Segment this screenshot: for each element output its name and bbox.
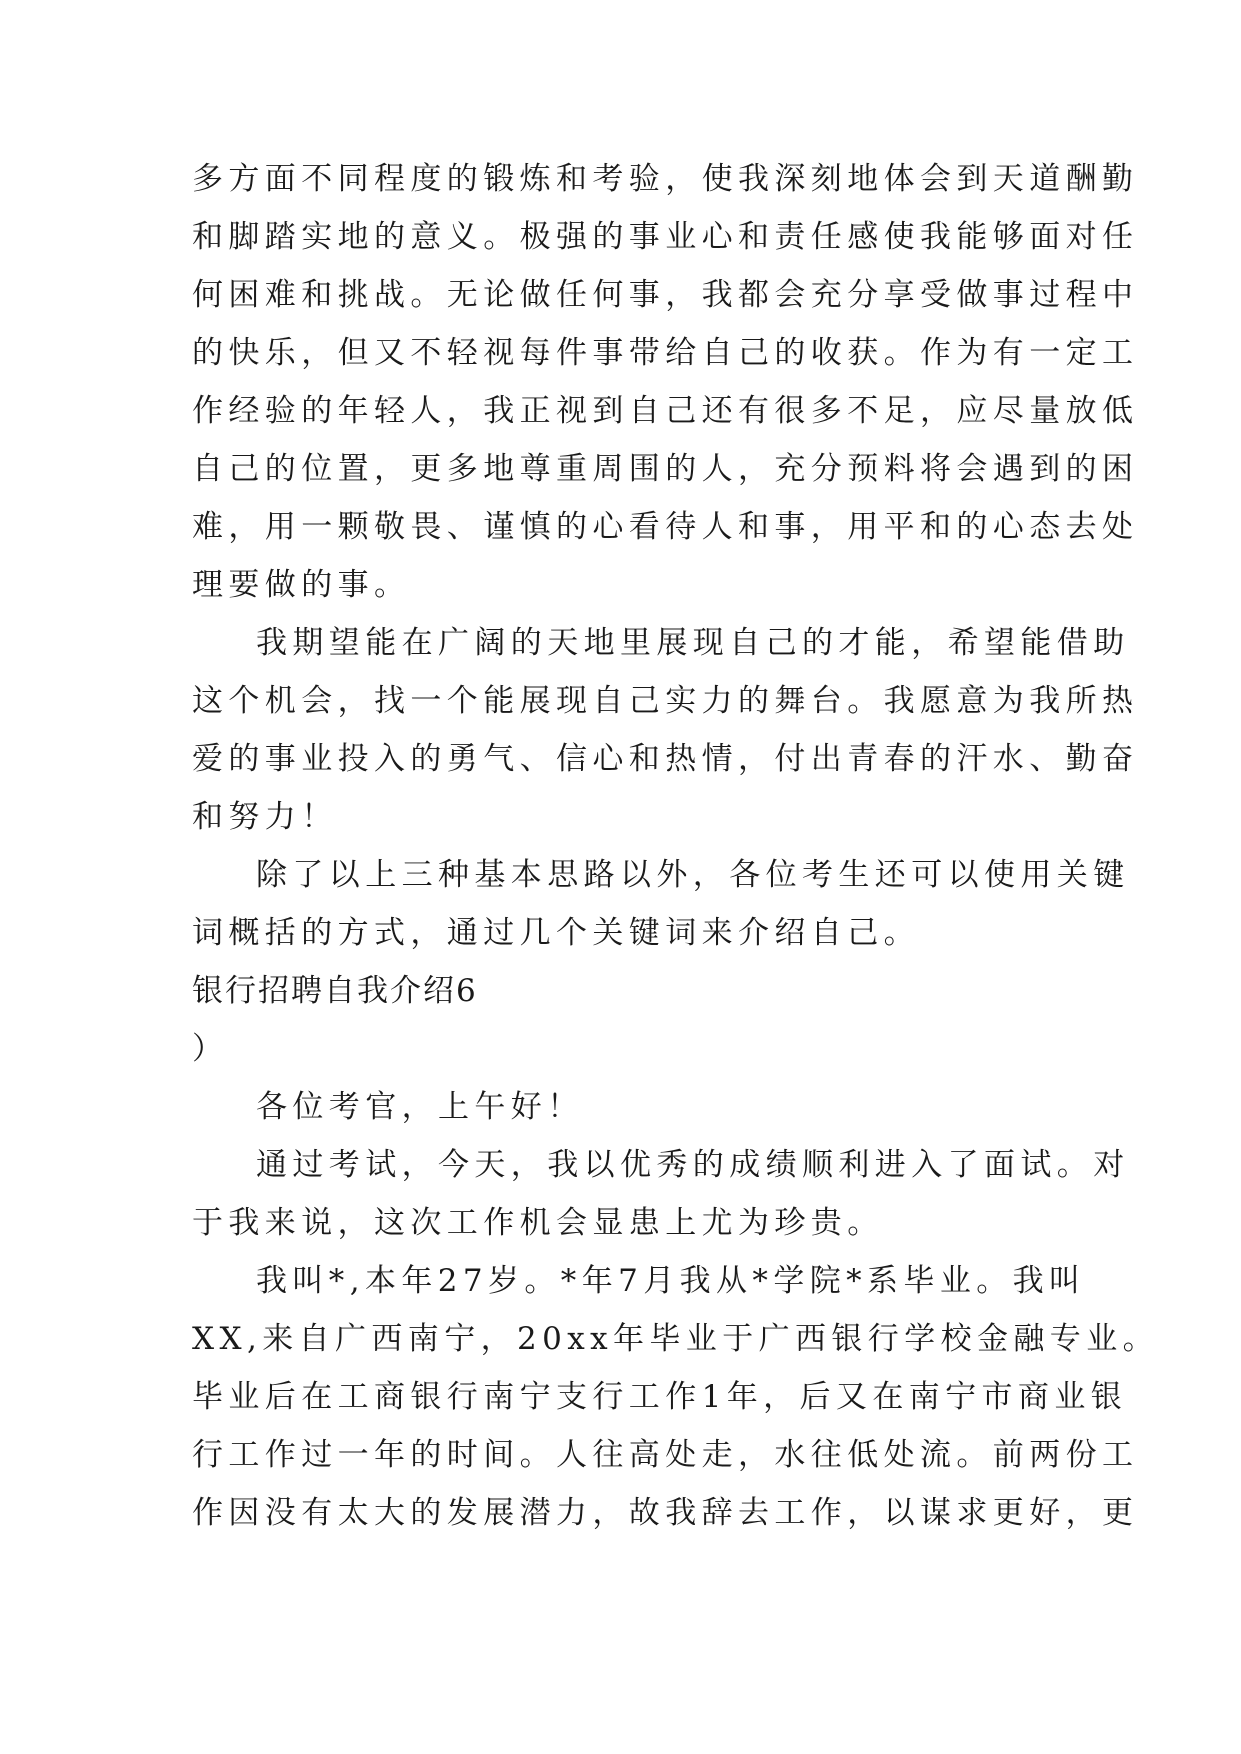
section-heading: 银行招聘自我介绍6	[192, 973, 478, 1009]
paragraph-line: 作因没有太大的发展潜力，故我辞去工作，以谋求更好，更	[192, 1495, 1139, 1531]
paragraph-line: 通过考试，今天，我以优秀的成绩顺利进入了面试。对	[256, 1147, 1130, 1183]
paragraph-line: 和努力！	[192, 799, 338, 835]
greeting-line: 各位考官，上午好！	[256, 1089, 584, 1125]
paragraph-line: 于我来说，这次工作机会显患上尤为珍贵。	[192, 1205, 884, 1241]
paragraph-line: 何困难和挑战。无论做任何事，我都会充分享受做事过程中	[192, 277, 1139, 313]
document-page	[192, 150, 1160, 1542]
paragraph-line: 难，用一颗敬畏、谨慎的心看待人和事，用平和的心态去处	[192, 509, 1139, 545]
paragraph-line: 我期望能在广阔的天地里展现自己的才能，希望能借助	[256, 625, 1130, 661]
paragraph-line: 词概括的方式，通过几个关键词来介绍自己。	[192, 915, 920, 951]
paragraph-line: 和脚踏实地的意义。极强的事业心和责任感使我能够面对任	[192, 219, 1139, 255]
paragraph-line: 这个机会，找一个能展现自己实力的舞台。我愿意为我所热	[192, 683, 1139, 719]
paragraph-line: 自己的位置，更多地尊重周围的人，充分预料将会遇到的困	[192, 451, 1139, 487]
paragraph-line: 多方面不同程度的锻炼和考验，使我深刻地体会到天道酬勤	[192, 161, 1139, 197]
paragraph-line: 爱的事业投入的勇气、信心和热情，付出青春的汗水、勤奋	[192, 741, 1139, 777]
paragraph-line: 除了以上三种基本思路以外，各位考生还可以使用关键	[256, 857, 1130, 893]
paragraph-line: XX,来自广西南宁，20xx年毕业于广西银行学校金融专业。	[192, 1321, 1160, 1357]
paragraph-line: 理要做的事。	[192, 567, 411, 603]
paragraph-line: 我叫*,本年27岁。*年7月我从*学院*系毕业。我叫	[256, 1263, 1086, 1299]
paragraph-line: 行工作过一年的时间。人往高处走，水往低处流。前两份工	[192, 1437, 1139, 1473]
paragraph-line: 作经验的年轻人，我正视到自己还有很多不足，应尽量放低	[192, 393, 1139, 429]
paragraph-line: 毕业后在工商银行南宁支行工作1年，后又在南宁市商业银	[192, 1379, 1128, 1415]
paragraph-line: 的快乐，但又不轻视每件事带给自己的收获。作为有一定工	[192, 335, 1139, 371]
paragraph-line: ）	[192, 1031, 229, 1067]
